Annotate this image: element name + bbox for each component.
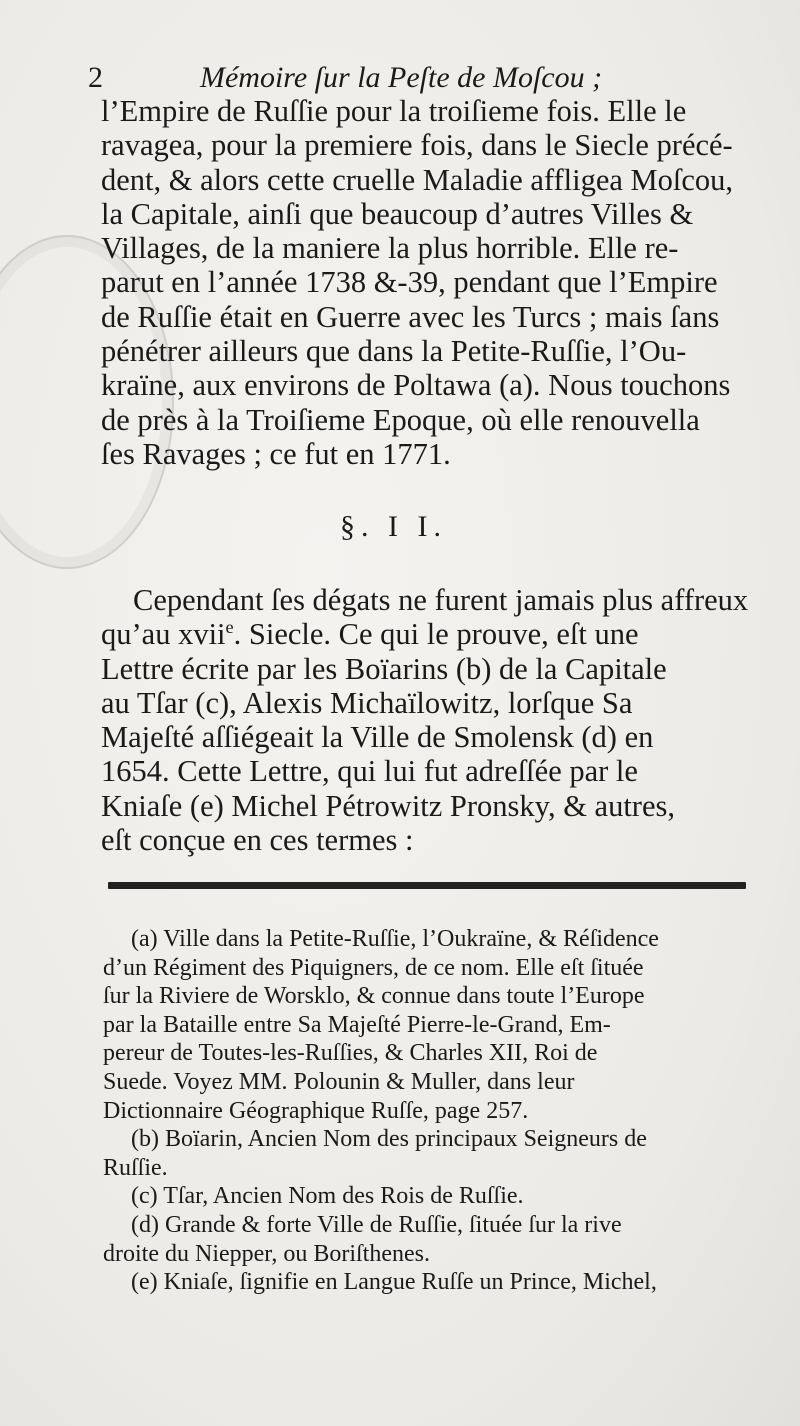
footnote-line: pereur de Toutes-les-Ruſſies, & Charles XII, Roi de [103, 1040, 598, 1067]
text-line: ravagea, pour la premiere fois, dans le Siecle précé- [101, 128, 733, 163]
text-line: Villages, de la maniere la plus horrible. Elle re- [101, 231, 679, 266]
text-segment: Cependant ſes dégats ne furent jamais plus affreux [133, 583, 749, 617]
footnote-line: (e) Kniaſe, ſignifie en Langue Ruſſe un Prince, Michel, [131, 1269, 657, 1296]
running-title: Mémoire ſur la Peſte de Moſcou ; [200, 61, 603, 94]
text-line: l’Empire de Ruſſie pour la troiſieme fois. Elle le [101, 94, 687, 128]
footnote-line: ſur la Riviere de Worsklo, & connue dans toute l’Europe [103, 983, 645, 1010]
footnote-line: (d) Grande & forte Ville de Ruſſie, ſituée ſur la rive [131, 1211, 622, 1238]
footnote-line: d’un Régiment des Piquigners, de ce nom. Elle eſt ſituée [103, 954, 644, 981]
text-line: pénétrer ailleurs que dans la Petite-Ruſſie, l’Ou- [101, 334, 687, 369]
text-line: Lettre écrite par les Boïarins (b) de la Capitale [101, 651, 667, 686]
text-line: dent, & alors cette cruelle Maladie affligea Moſcou, [101, 162, 734, 197]
text-segment: qu’au xvii [101, 617, 226, 652]
paragraph-1 [101, 94, 756, 471]
paragraph-2 [101, 583, 756, 857]
footnote-line: Suede. Voyez MM. Polounin & Muller, dans leur [103, 1068, 575, 1095]
text-line: ſes Ravages ; ce fut en 1771. [101, 436, 451, 471]
text-line: eſt conçue en ces termes : [101, 823, 414, 858]
text-segment: . Siecle. Ce qui le prouve, eſt une [233, 617, 639, 652]
text-line [101, 583, 756, 617]
footnote-line: (b) Boïarin, Ancien Nom des principaux Seigneurs de [131, 1126, 647, 1153]
running-head [88, 58, 648, 98]
footnote-line: (c) Tſar, Ancien Nom des Rois de Ruſſie. [131, 1183, 524, 1210]
footnote-rule [108, 882, 746, 889]
text-line: de près à la Troiſieme Epoque, où elle renouvella [101, 402, 700, 437]
page-number: 2 [88, 61, 103, 94]
footnote-line: Ruſſie. [103, 1154, 168, 1181]
text-line: Kniaſe (e) Michel Pétrowitz Pronsky, & autres, [101, 788, 675, 823]
footnote-line: (a) Ville dans la Petite-Ruſſie, l’Oukraïne, & Réſidence [131, 926, 659, 952]
text-line: la Capitale, ainſi que beaucoup d’autres Villes & [101, 196, 694, 231]
text-line: parut en l’année 1738 &-39, pendant que l’Empire [101, 265, 718, 300]
text-line: kraïne, aux environs de Poltawa (a). Nous touchons [101, 368, 731, 403]
section-heading: §. I I. [340, 510, 447, 543]
text-line: Majeſté aſſiégeait la Ville de Smolensk (d) en [101, 720, 654, 755]
footnote-line: Dictionnaire Géographique Ruſſe, page 257. [103, 1097, 529, 1124]
footnote-line: par la Bataille entre Sa Majeſté Pierre-le-Grand, Em- [103, 1011, 611, 1038]
text-line: 1654. Cette Lettre, qui lui fut adreſſée par le [101, 754, 638, 789]
footnotes [103, 925, 758, 1297]
text-line [101, 617, 756, 651]
text-line: de Ruſſie était en Guerre avec les Turcs ; mais ſans [101, 299, 720, 334]
superscript: e [225, 617, 234, 638]
text-line: au Tſar (c), Alexis Michaïlowitz, lorſque Sa [101, 685, 633, 720]
footnote-line: droite du Niepper, ou Boriſthenes. [103, 1240, 430, 1267]
